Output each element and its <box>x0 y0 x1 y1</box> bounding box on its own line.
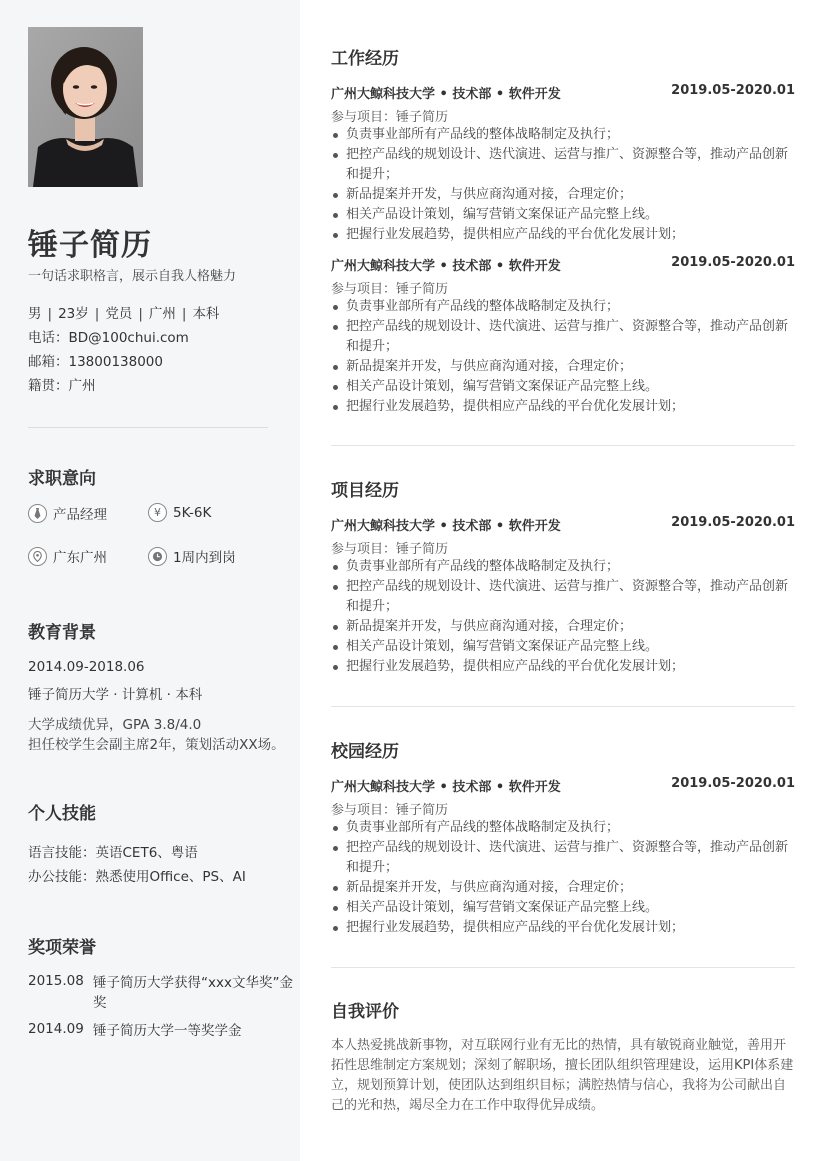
list-item: 新品提案并开发，与供应商沟通对接，合理定价； <box>331 185 795 205</box>
office-skill: 办公技能：熟悉使用Office、PS、AI <box>28 869 246 885</box>
location-pin-icon <box>28 547 47 566</box>
entry-org: 广州大鲸科技大学 • 技术部 • 软件开发 <box>331 259 561 274</box>
profile-photo <box>28 27 143 187</box>
list-item: 新品提案并开发，与供应商沟通对接，合理定价； <box>331 357 795 377</box>
entry-org: 广州大鲸科技大学 • 技术部 • 软件开发 <box>331 87 561 102</box>
intent-availability <box>148 546 236 566</box>
list-item: 相关产品设计策划，编写营销文案保证产品完整上线。 <box>331 898 795 918</box>
list-item: 相关产品设计策划，编写营销文案保证产品完整上线。 <box>331 637 795 657</box>
phone: 电话：BD@100chui.com <box>28 330 189 346</box>
entry-date: 2019.05-2020.01 <box>671 776 795 791</box>
list-item: 相关产品设计策划，编写营销文案保证产品完整上线。 <box>331 377 795 397</box>
list-item: 把握行业发展趋势，提供相应产品线的平台优化发展计划； <box>331 657 795 677</box>
section-divider <box>331 967 795 968</box>
list-item: 把握行业发展趋势，提供相应产品线的平台优化发展计划； <box>331 397 795 417</box>
award-date: 2014.09 <box>28 1021 84 1037</box>
campus-title: 校园经历 <box>331 742 399 762</box>
entry-org: 广州大鲸科技大学 • 技术部 • 软件开发 <box>331 519 561 534</box>
list-item: 把握行业发展趋势，提供相应产品线的平台优化发展计划； <box>331 918 795 938</box>
education-detail: 担任校学生会副主席2年，策划活动XX场。 <box>28 737 285 753</box>
intent-position <box>28 503 107 523</box>
entry-date: 2019.05-2020.01 <box>671 83 795 98</box>
list-item: 把控产品线的规划设计、迭代演进、运营与推广、资源整合等，推动产品创新和提升； <box>331 317 795 357</box>
award-date: 2015.08 <box>28 973 84 989</box>
education-detail: 大学成绩优异，GPA 3.8/4.0 <box>28 717 202 733</box>
gender: 男 <box>28 306 42 322</box>
award-item <box>28 1021 293 1041</box>
entry-project: 参与项目：锤子简历 <box>331 542 449 557</box>
email: 邮箱：13800138000 <box>28 354 163 370</box>
intent-title: 求职意向 <box>28 469 96 489</box>
entry-date: 2019.05-2020.01 <box>671 515 795 530</box>
list-item: 负责事业部所有产品线的整体战略制定及执行； <box>331 125 795 145</box>
tie-icon <box>28 504 47 523</box>
entry-project: 参与项目：锤子简历 <box>331 110 449 125</box>
main-content <box>300 0 820 1161</box>
work-title: 工作经历 <box>331 49 399 69</box>
award-desc: 锤子简历大学获得“xxx文华奖”金奖 <box>93 975 293 1011</box>
list-item: 把握行业发展趋势，提供相应产品线的平台优化发展计划； <box>331 225 795 245</box>
degree: 本科 <box>192 306 220 322</box>
language-skill: 语言技能：英语CET6、粤语 <box>28 845 198 861</box>
section-divider <box>331 706 795 707</box>
self-evaluation-text: 本人热爱挑战新事物，对互联网行业有无比的热情，具有敏锐商业触觉，善用开拓性思维制定方案规划；深刻了解职场，擅长团队组织管理建设，运用KPI体系建立，规划预算计划，使团队达到组织目标；满腔热情与信心，我将为公司献出自己的光和热，竭尽全力在工作中取得优异成绩。 <box>331 1038 794 1113</box>
sidebar <box>0 0 300 1161</box>
education-period: 2014.09-2018.06 <box>28 659 145 675</box>
entry-bullets <box>331 125 795 245</box>
list-item: 负责事业部所有产品线的整体战略制定及执行； <box>331 818 795 838</box>
candidate-name: 锤子简历 <box>28 228 152 263</box>
entry-header <box>331 776 795 795</box>
yen-icon: ¥ <box>148 503 167 522</box>
project-title: 项目经历 <box>331 481 399 501</box>
clock-icon <box>148 547 167 566</box>
entry-date: 2019.05-2020.01 <box>671 255 795 270</box>
intent-salary <box>148 503 211 522</box>
intent-location-label: 广东广州 <box>53 550 107 566</box>
intent-availability-label: 1周内到岗 <box>173 550 236 566</box>
intent-salary-label: 5K-6K <box>173 504 212 521</box>
intent-position-label: 产品经理 <box>53 507 107 523</box>
education-school: 锤子简历大学 · 计算机 · 本科 <box>28 687 203 703</box>
education-title: 教育背景 <box>28 623 96 643</box>
skills-title: 个人技能 <box>28 804 96 824</box>
section-divider <box>331 445 795 446</box>
sidebar-divider <box>28 427 268 428</box>
awards-title: 奖项荣誉 <box>28 938 96 958</box>
list-item: 新品提案并开发，与供应商沟通对接，合理定价； <box>331 617 795 637</box>
entry-header <box>331 515 795 534</box>
list-item: 把控产品线的规划设计、迭代演进、运营与推广、资源整合等，推动产品创新和提升； <box>331 838 795 878</box>
list-item: 负责事业部所有产品线的整体战略制定及执行； <box>331 557 795 577</box>
entry-bullets <box>331 557 795 677</box>
motto: 一句话求职格言，展示自我人格魅力 <box>28 269 237 284</box>
list-item: 把控产品线的规划设计、迭代演进、运营与推广、资源整合等，推动产品创新和提升； <box>331 577 795 617</box>
list-item: 负责事业部所有产品线的整体战略制定及执行； <box>331 297 795 317</box>
age: 23岁 <box>58 306 89 322</box>
self-evaluation-title: 自我评价 <box>331 1002 399 1022</box>
entry-header <box>331 83 795 102</box>
entry-bullets <box>331 818 795 938</box>
list-item: 把控产品线的规划设计、迭代演进、运营与推广、资源整合等，推动产品创新和提升； <box>331 145 795 185</box>
entry-project: 参与项目：锤子简历 <box>331 803 449 818</box>
entry-header <box>331 255 795 274</box>
hometown: 籍贯：广州 <box>28 378 96 394</box>
list-item: 相关产品设计策划，编写营销文案保证产品完整上线。 <box>331 205 795 225</box>
political-status: 党员 <box>105 306 133 322</box>
intent-location <box>28 546 107 566</box>
entry-org: 广州大鲸科技大学 • 技术部 • 软件开发 <box>331 780 561 795</box>
entry-project: 参与项目：锤子简历 <box>331 282 449 297</box>
basic-info-line: 男 | 23岁 | 党员 | 广州 | 本科 <box>28 306 220 322</box>
city: 广州 <box>148 306 176 322</box>
award-item <box>28 973 293 1013</box>
entry-bullets <box>331 297 795 417</box>
award-desc: 锤子简历大学一等奖学金 <box>93 1023 242 1039</box>
list-item: 新品提案并开发，与供应商沟通对接，合理定价； <box>331 878 795 898</box>
